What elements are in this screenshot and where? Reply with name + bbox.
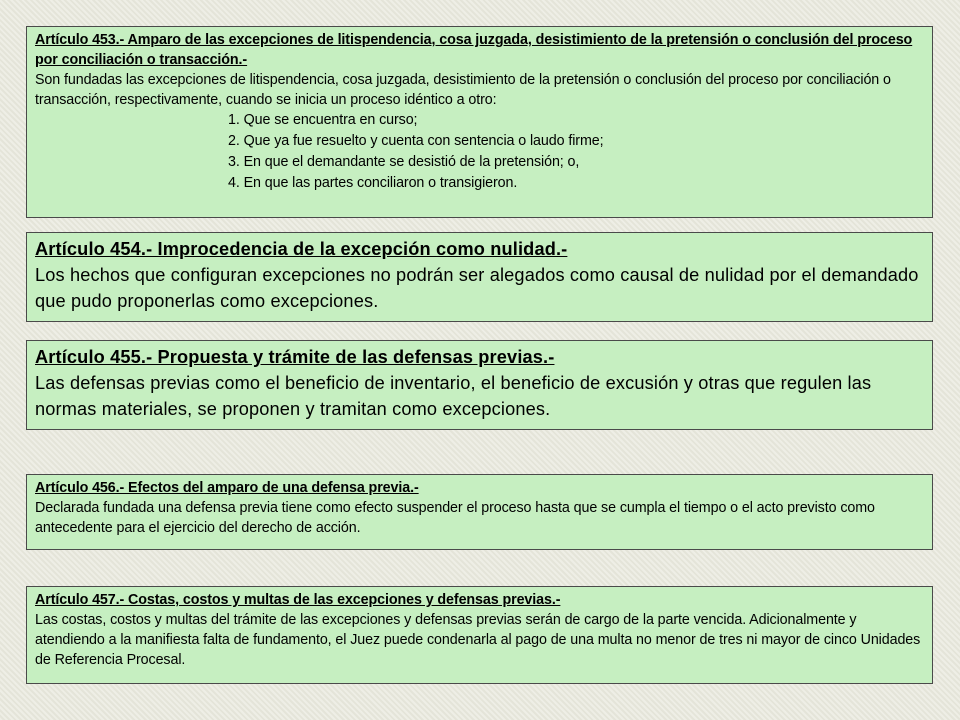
article-453-box bbox=[26, 26, 933, 218]
article-456-box bbox=[26, 474, 933, 550]
article-455-title: Artículo 455.- Propuesta y trámite de las defensas previas.- bbox=[35, 347, 555, 367]
article-457-body: Las costas, costos y multas del trámite de las excepciones y defensas previas serán de cargo de la parte vencida. Adicionalmente y atendiendo a la manifiesta falta de fundamento, el Juez puede condenarla al pago de una multa no menor de tres ni mayor de cinco Unidades de Referencia Procesal. bbox=[35, 612, 921, 668]
article-453-title: Artículo 453.- Amparo de las excepciones de litispendencia, cosa juzgada, desistimiento de la pretensión o conclusión del proceso por conciliación o transacción.- bbox=[35, 32, 913, 68]
list-item: 1. Que se encuentra en curso; bbox=[228, 112, 418, 128]
article-456-body: Declarada fundada una defensa previa tiene como efecto suspender el proceso hasta que se cumpla el tiempo o el acto previsto como antecedente para el ejercicio del derecho de acción. bbox=[35, 500, 875, 536]
article-453-list bbox=[35, 110, 924, 194]
article-454-body: Los hechos que configuran excepciones no podrán ser alegados como causal de nulidad por el demandado que pudo proponerlas como excepciones. bbox=[35, 265, 919, 311]
list-item: 3. En que el demandante se desistió de la pretensión; o, bbox=[228, 154, 580, 170]
article-455-box bbox=[26, 340, 933, 430]
article-453-body: Son fundadas las excepciones de litispendencia, cosa juzgada, desistimiento de la pretensión o conclusión del proceso por conciliación o transacción, respectivamente, cuando se inicia un proceso idéntico a otro: bbox=[35, 72, 891, 108]
article-456-title: Artículo 456.- Efectos del amparo de una defensa previa.- bbox=[35, 480, 419, 496]
list-item: 4. En que las partes conciliaron o transigieron. bbox=[228, 175, 518, 191]
article-457-title: Artículo 457.- Costas, costos y multas de las excepciones y defensas previas.- bbox=[35, 592, 561, 608]
list-item: 2. Que ya fue resuelto y cuenta con sentencia o laudo firme; bbox=[228, 133, 604, 149]
article-455-body: Las defensas previas como el beneficio de inventario, el beneficio de excusión y otras que regulen las normas materiales, se proponen y tramitan como excepciones. bbox=[35, 373, 872, 419]
article-454-title: Artículo 454.- Improcedencia de la excepción como nulidad.- bbox=[35, 239, 568, 259]
article-454-box bbox=[26, 232, 933, 322]
article-457-box bbox=[26, 586, 933, 684]
